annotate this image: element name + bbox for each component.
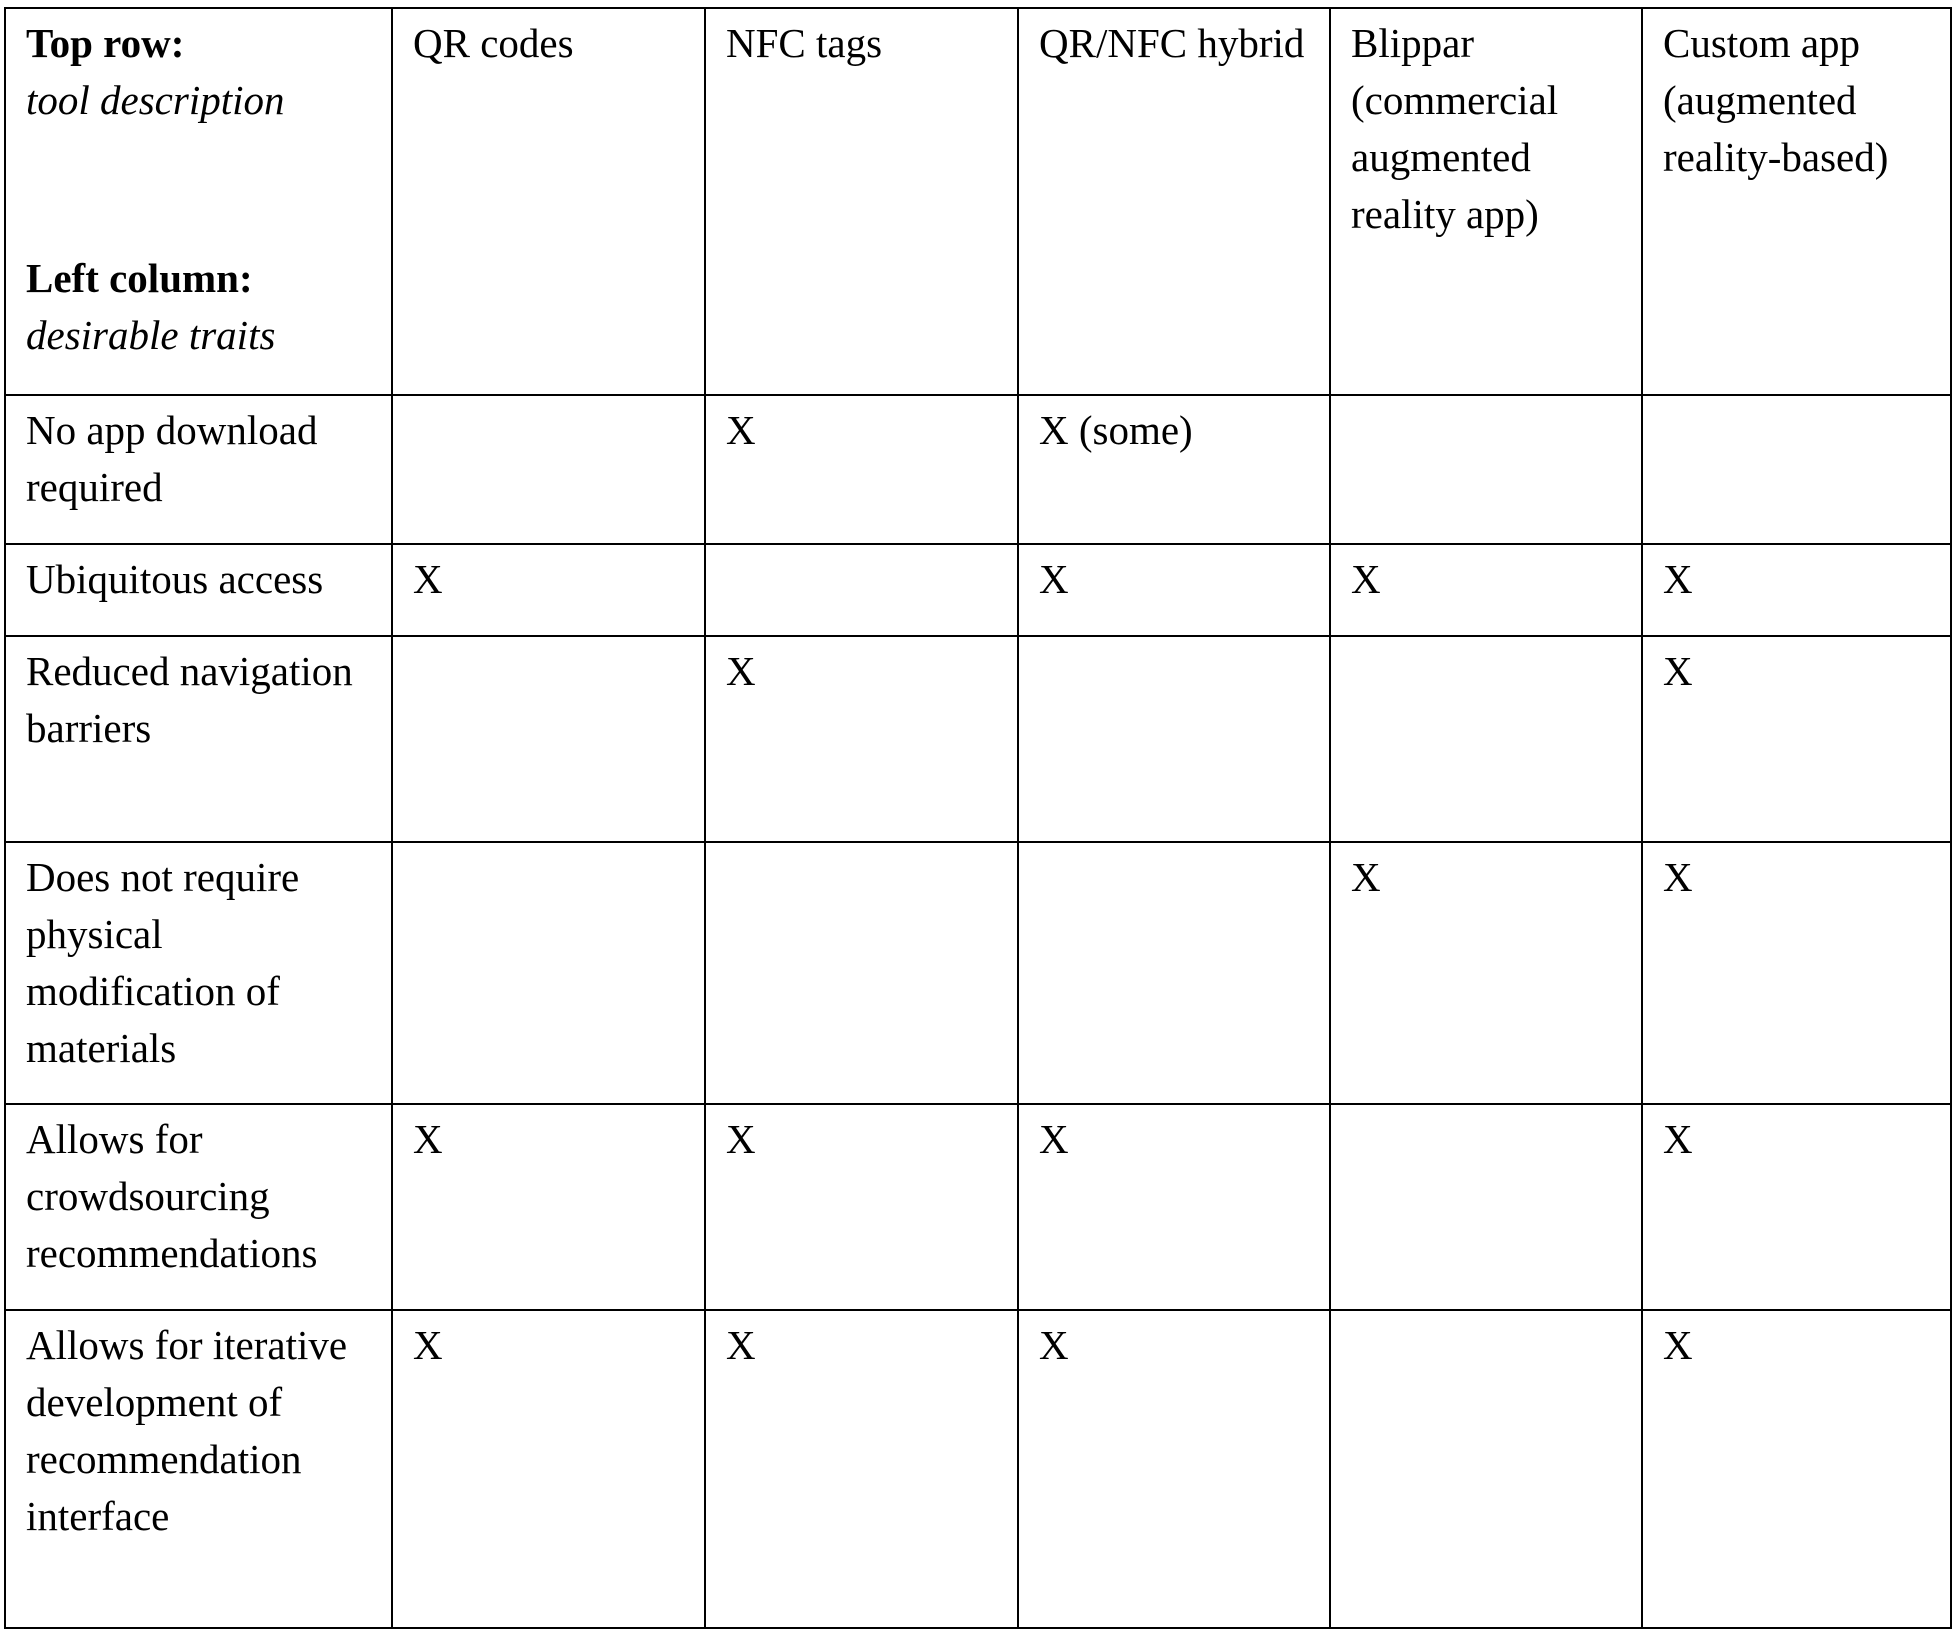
mark-cell bbox=[1330, 636, 1642, 842]
mark-cell: X (some) bbox=[1018, 395, 1330, 544]
mark-cell bbox=[1642, 395, 1951, 544]
mark-cell: X bbox=[1018, 1104, 1330, 1310]
table-row bbox=[5, 1104, 1951, 1310]
mark-cell: X bbox=[392, 1310, 705, 1628]
mark-cell: X bbox=[1642, 1310, 1951, 1628]
mark-cell bbox=[392, 842, 705, 1104]
table-row bbox=[5, 395, 1951, 544]
mark-cell bbox=[1330, 395, 1642, 544]
mark-cell bbox=[1330, 1104, 1642, 1310]
mark-cell: X bbox=[1642, 636, 1951, 842]
mark-cell bbox=[705, 544, 1018, 636]
table-row bbox=[5, 636, 1951, 842]
left-column-description: desirable traits bbox=[26, 312, 276, 358]
mark-cell: X bbox=[1018, 544, 1330, 636]
mark-cell bbox=[1018, 842, 1330, 1104]
mark-cell bbox=[392, 636, 705, 842]
tool-header-custom-app: Custom app (augmented reality-based) bbox=[1642, 8, 1951, 395]
table-row bbox=[5, 1310, 1951, 1628]
mark-cell: X bbox=[392, 1104, 705, 1310]
tool-header-qr-nfc-hybrid: QR/NFC hybrid bbox=[1018, 8, 1330, 395]
tool-header-qr-codes: QR codes bbox=[392, 8, 705, 395]
table-row bbox=[5, 544, 1951, 636]
top-row-label: Top row: bbox=[26, 20, 185, 66]
mark-cell: X bbox=[705, 636, 1018, 842]
comparison-table bbox=[4, 7, 1952, 1629]
mark-cell bbox=[705, 842, 1018, 1104]
tool-header-blippar: Blippar (commercial augmented reality app) bbox=[1330, 8, 1642, 395]
mark-cell: X bbox=[705, 1104, 1018, 1310]
trait-cell: Reduced navigation barriers bbox=[5, 636, 392, 842]
trait-cell: Ubiquitous access bbox=[5, 544, 392, 636]
mark-cell: X bbox=[1018, 1310, 1330, 1628]
top-row-description: tool description bbox=[26, 77, 285, 123]
mark-cell: X bbox=[392, 544, 705, 636]
tool-header-nfc-tags: NFC tags bbox=[705, 8, 1018, 395]
mark-cell: X bbox=[1330, 842, 1642, 1104]
trait-cell: Does not require physical modification of materials bbox=[5, 842, 392, 1104]
mark-cell: X bbox=[705, 1310, 1018, 1628]
trait-cell: Allows for iterative development of recommendation interface bbox=[5, 1310, 392, 1628]
trait-cell: No app download required bbox=[5, 395, 392, 544]
mark-cell bbox=[1018, 636, 1330, 842]
corner-spacer bbox=[26, 129, 371, 250]
mark-cell bbox=[392, 395, 705, 544]
trait-cell: Allows for crowdsourcing recommendations bbox=[5, 1104, 392, 1310]
mark-cell: X bbox=[1642, 544, 1951, 636]
header-row bbox=[5, 8, 1951, 395]
mark-cell: X bbox=[1330, 544, 1642, 636]
mark-cell: X bbox=[1642, 842, 1951, 1104]
table-row bbox=[5, 842, 1951, 1104]
corner-cell bbox=[5, 8, 392, 395]
mark-cell: X bbox=[705, 395, 1018, 544]
left-column-label: Left column: bbox=[26, 255, 253, 301]
mark-cell bbox=[1330, 1310, 1642, 1628]
mark-cell: X bbox=[1642, 1104, 1951, 1310]
